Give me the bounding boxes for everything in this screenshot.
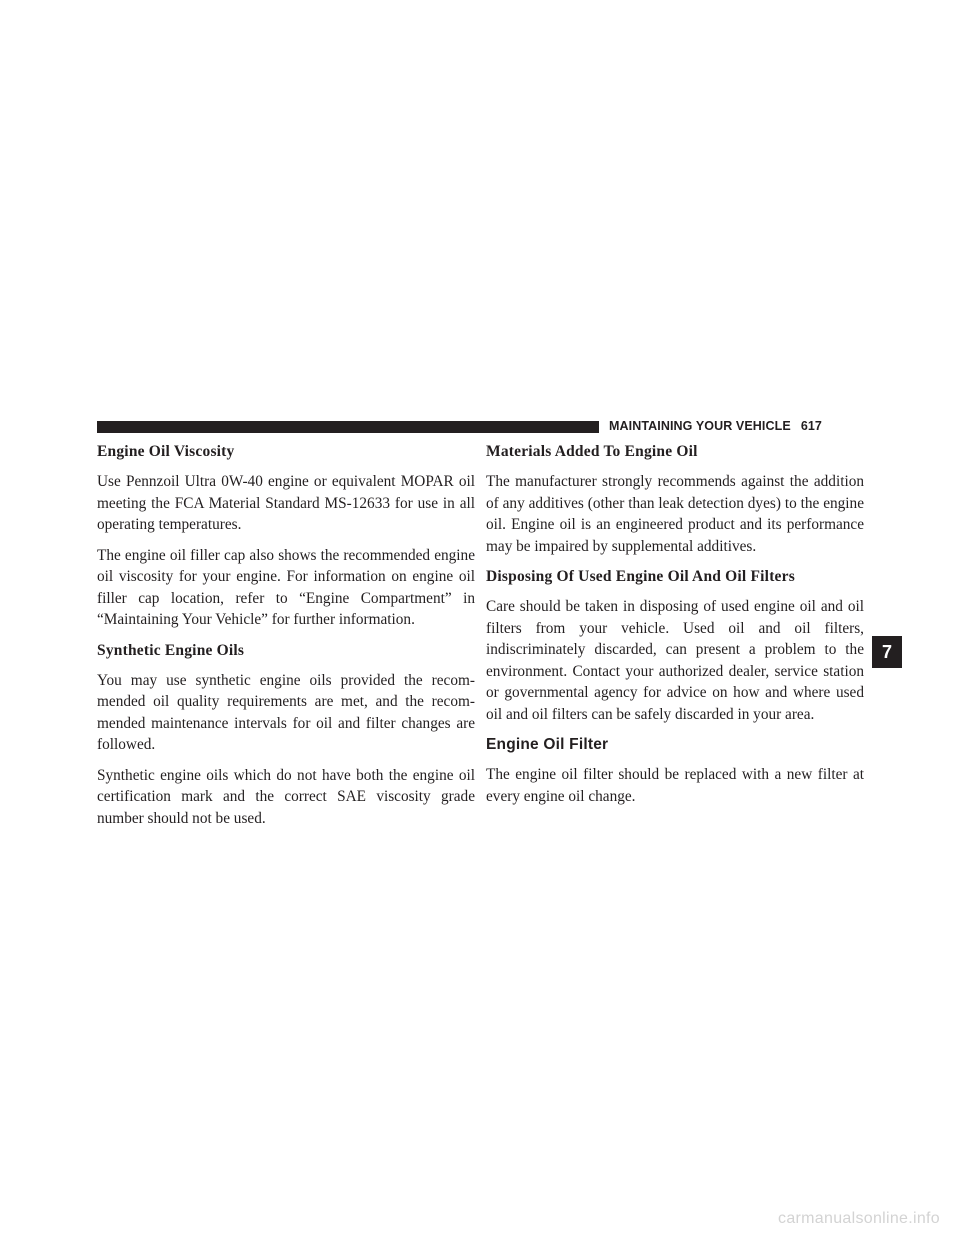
paragraph: Use Pennzoil Ultra 0W-40 engine or equivalent MOPAR oil meeting the FCA Material Standard MS-12633 for use in all operating temperatures. xyxy=(97,473,475,533)
left-column xyxy=(97,441,475,838)
paragraph: The engine oil filter should be replaced with a new filter at every engine oil change. xyxy=(486,766,864,805)
right-column xyxy=(486,441,864,816)
paragraph: You may use synthetic engine oils provided the recommended oil quality requirements are met, and the recommended maintenance intervals for oil and filter changes are followed. xyxy=(97,671,475,753)
paragraph: The manufacturer strongly recommends against the addition of any additives (other than leak detection dyes) to the engine oil. Engine oil is an engineered product and its performance may be impaired by supplemental additives. xyxy=(486,473,864,555)
heading-engine-oil-filter: Engine Oil Filter xyxy=(486,736,609,753)
heading-disposing-used-oil: Disposing Of Used Engine Oil And Oil Filters xyxy=(486,568,795,585)
heading-materials-added: Materials Added To Engine Oil xyxy=(486,443,698,460)
watermark: carmanualsonline.info xyxy=(778,1210,940,1227)
chapter-tab: 7 xyxy=(872,636,902,668)
running-header xyxy=(609,418,822,434)
section-title: MAINTAINING YOUR VEHICLE xyxy=(609,419,791,433)
paragraph: The engine oil filler cap also shows the recommended engine oil viscosity for your engine. For information on engine oil filler cap location, refer to “Engine Compartment” in “Maintaining Your Vehicle” for further information. xyxy=(97,546,475,628)
paragraph: Synthetic engine oils which do not have both the engine oil certification mark and the correct SAE viscosity grade number should not be used. xyxy=(97,766,475,827)
header-rule xyxy=(97,421,599,433)
page-number: 617 xyxy=(800,419,822,433)
heading-synthetic-engine-oils: Synthetic Engine Oils xyxy=(97,641,245,659)
heading-engine-oil-viscosity: Engine Oil Viscosity xyxy=(97,443,235,460)
paragraph: Care should be taken in disposing of used engine oil and oil filters from your vehicle. Used oil and oil filters, indiscriminately discarded, can present a problem to the environment. Contact your authorized dealer, service station or governmental agency for advice on how and where used oil and oil filters can be safely discarded in your area. xyxy=(486,598,864,723)
